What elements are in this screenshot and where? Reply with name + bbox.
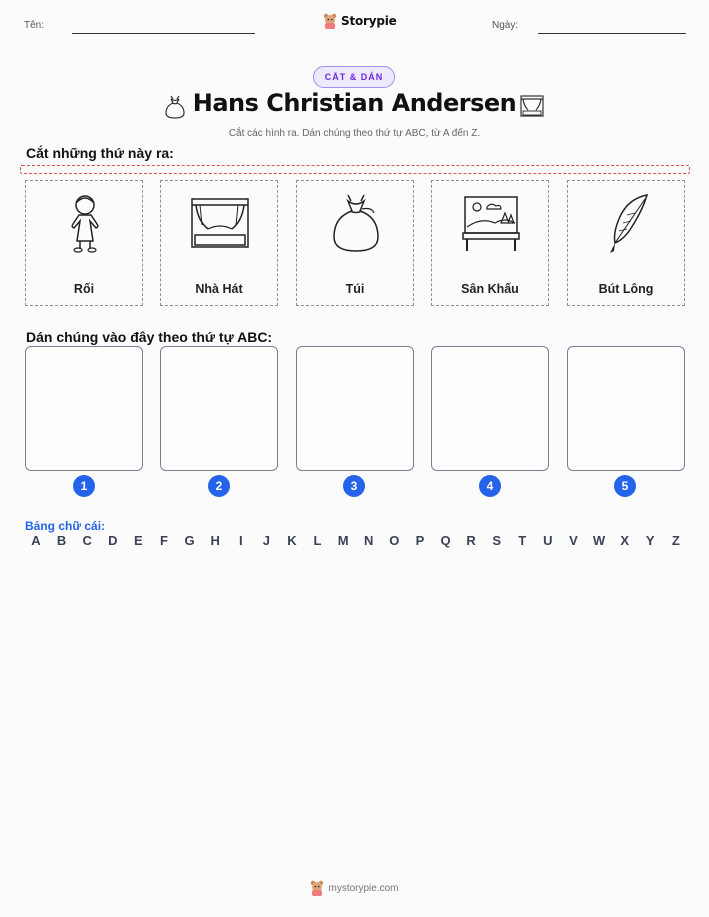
cutout-card-quill[interactable] [567,180,685,306]
footer [0,880,709,896]
footer-url[interactable]: mystorypie.com [328,882,399,894]
cut-line [20,165,690,174]
alphabet-letter: L [313,533,322,548]
alphabet-letter: R [466,533,476,548]
slot-number: 5 [614,475,636,497]
puppet-icon [55,189,115,259]
alphabet-letter: M [337,533,349,548]
card-label: Túi [345,282,365,296]
slot-number: 4 [479,475,501,497]
alphabet-letter: X [620,533,629,548]
alphabet-letter: C [82,533,92,548]
slot-number: 3 [343,475,365,497]
alphabet-letter: V [569,533,578,548]
alphabet-letter: H [210,533,220,548]
alphabet-letter: O [389,533,400,548]
activity-badge: CẮT & DÁN [313,66,395,88]
alphabet-letter: A [31,533,41,548]
alphabet-letter: Z [671,533,680,548]
alphabet-heading: Bảng chữ cái: [25,519,106,533]
instructions: Cắt các hình ra. Dán chúng theo thứ tự ABC, từ A đến Z. [228,128,481,139]
card-label: Rối [73,282,95,296]
alphabet-letter: E [134,533,143,548]
name-label: Tên: [24,20,45,31]
card-label: Bút Lông [598,282,654,296]
paste-slot-5[interactable] [567,346,685,471]
paste-slot-4[interactable] [431,346,549,471]
alphabet-letter: P [415,533,425,548]
date-line[interactable] [538,33,686,34]
theater-icon [519,92,545,120]
alphabet-letter: J [262,533,270,548]
alphabet-letter: B [56,533,67,548]
quill-icon [597,189,657,259]
storypie-bear-icon [310,880,324,896]
theater-icon [190,189,250,259]
alphabet-letter: T [518,533,527,548]
paste-slot-1[interactable] [25,346,143,471]
cutout-card-puppet[interactable] [25,180,143,306]
card-label: Nhà Hát [195,282,243,296]
card-label: Sân Khấu [461,282,519,296]
alphabet-letter: G [184,533,195,548]
slot-number: 2 [208,475,230,497]
alphabet-letter: Q [440,533,451,548]
paste-heading: Dán chúng vào đây theo thứ tự ABC: [26,329,273,345]
alphabet-letter: U [543,533,553,548]
alphabet-letter: D [108,533,118,548]
brand-name: Storypie [341,14,397,28]
alphabet-letter: F [159,533,168,548]
bag-icon [326,189,386,259]
date-label: Ngày: [492,20,519,31]
page-title: Hans Christian Andersen [192,89,517,117]
name-line[interactable] [72,33,255,34]
alphabet-letter: N [364,533,374,548]
storypie-bear-icon [323,13,337,29]
slot-number: 1 [73,475,95,497]
brand-logo [323,13,397,29]
cutout-card-theater[interactable] [160,180,278,306]
alphabet-letter: W [592,533,606,548]
alphabet-letter: I [238,533,243,548]
paste-slot-3[interactable] [296,346,414,471]
alphabet-row [28,533,684,548]
cutout-card-stage[interactable] [431,180,549,306]
paste-slot-2[interactable] [160,346,278,471]
cutout-card-bag[interactable] [296,180,414,306]
alphabet-letter: K [287,533,297,548]
cut-heading: Cắt những thứ này ra: [26,145,174,161]
alphabet-letter: S [492,533,502,548]
alphabet-letter: Y [645,533,655,548]
stage-icon [461,189,521,259]
